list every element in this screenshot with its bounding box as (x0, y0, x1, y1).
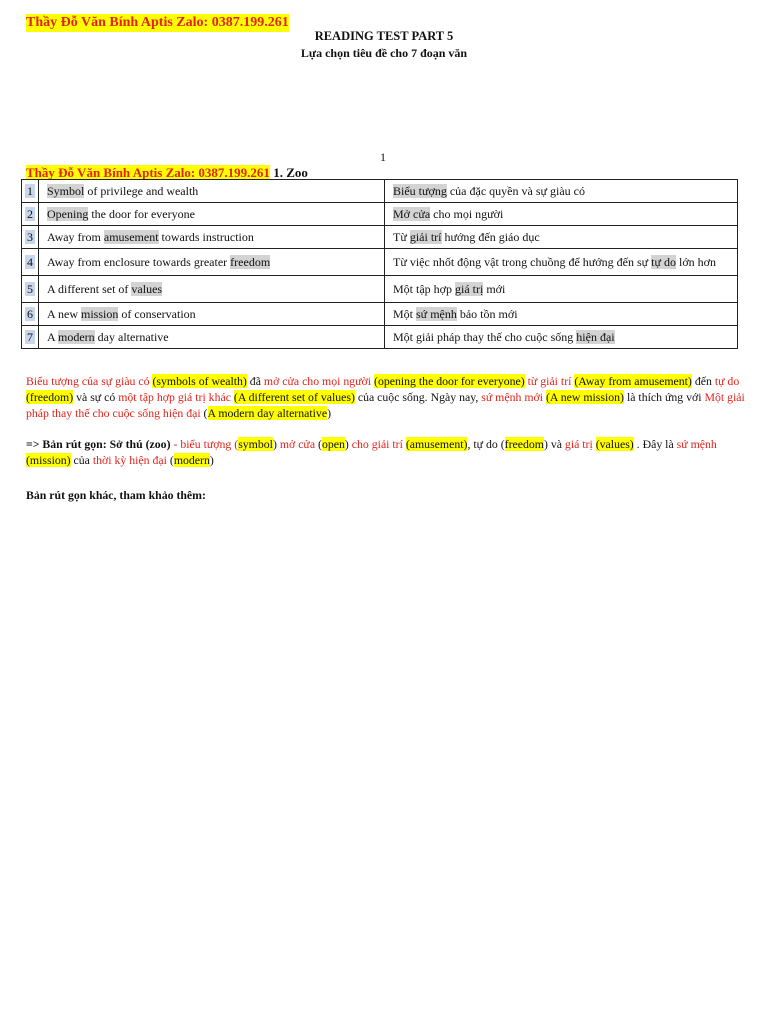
row-number: 5 (27, 282, 33, 296)
table-row (22, 249, 738, 276)
vietnamese-heading: Biểu tượng của đặc quyền và sự giàu có (385, 180, 738, 203)
vietnamese-heading: Từ việc nhốt động vật trong chuồng để hướng đến sự tự do lớn hơn (385, 249, 738, 276)
english-heading: Away from enclosure towards greater freedom (39, 249, 385, 276)
heading-translation-table (21, 179, 738, 349)
section-title: 1. Zoo (273, 165, 308, 180)
vietnamese-heading: Một sứ mệnh bảo tồn mới (385, 303, 738, 326)
page-title: READING TEST PART 5 (314, 29, 454, 43)
table-row (22, 276, 738, 303)
english-heading: Symbol of privilege and wealth (39, 180, 385, 203)
table-row (22, 203, 738, 226)
table-row (22, 180, 738, 203)
page-number: 1 (380, 150, 386, 164)
vietnamese-heading: Mở cửa cho mọi người (385, 203, 738, 226)
page-subtitle: Lựa chọn tiêu đề cho 7 đoạn văn (300, 46, 468, 60)
short-summary: => Bản rút gọn: Sở thú (zoo) - biểu tượng (symbol) mở cửa (open) cho giải trí (amusement), tự do (freedom) và giá trị (values) . Đây là sứ mệnh (mission) của thời kỳ hiện đại (modern) (26, 437, 717, 467)
row-number: 1 (27, 184, 33, 198)
author-banner: Thầy Đỗ Văn Bính Aptis Zalo: 0387.199.261 (26, 15, 289, 30)
summary-paragraph: Biểu tượng của sự giàu có (symbols of wealth) đã mở cửa cho mọi người (opening the door for everyone) từ giải trí (Away from amusement) đến tự do (freedom) và sự có một tập hợp giá trị khác (A different set of values) của cuộc sống. Ngày nay, sứ mệnh mới (A new mission) là thích ứng với Một giải pháp thay thế cho cuộc sống hiện đại (A modern day alternative) (26, 374, 745, 420)
table-row (22, 303, 738, 326)
vietnamese-heading: Một giải pháp thay thế cho cuộc sống hiện đại (385, 326, 738, 349)
english-heading: A different set of values (39, 276, 385, 303)
english-heading: Away from amusement towards instruction (39, 226, 385, 249)
english-heading: A modern day alternative (39, 326, 385, 349)
other-summary-heading: Bản rút gọn khác, tham khảo thêm: (26, 488, 206, 502)
vietnamese-heading: Một tập hợp giá trị mới (385, 276, 738, 303)
table-row (22, 326, 738, 349)
row-number: 7 (27, 330, 33, 344)
row-number: 2 (27, 207, 33, 221)
table-row (22, 226, 738, 249)
row-number: 3 (27, 230, 33, 244)
row-number: 4 (27, 255, 33, 269)
english-heading: Opening the door for everyone (39, 203, 385, 226)
english-heading: A new mission of conservation (39, 303, 385, 326)
section-author-banner: Thầy Đỗ Văn Bính Aptis Zalo: 0387.199.261 (26, 165, 270, 180)
row-number: 6 (27, 307, 33, 321)
vietnamese-heading: Từ giải trí hướng đến giáo dục (385, 226, 738, 249)
